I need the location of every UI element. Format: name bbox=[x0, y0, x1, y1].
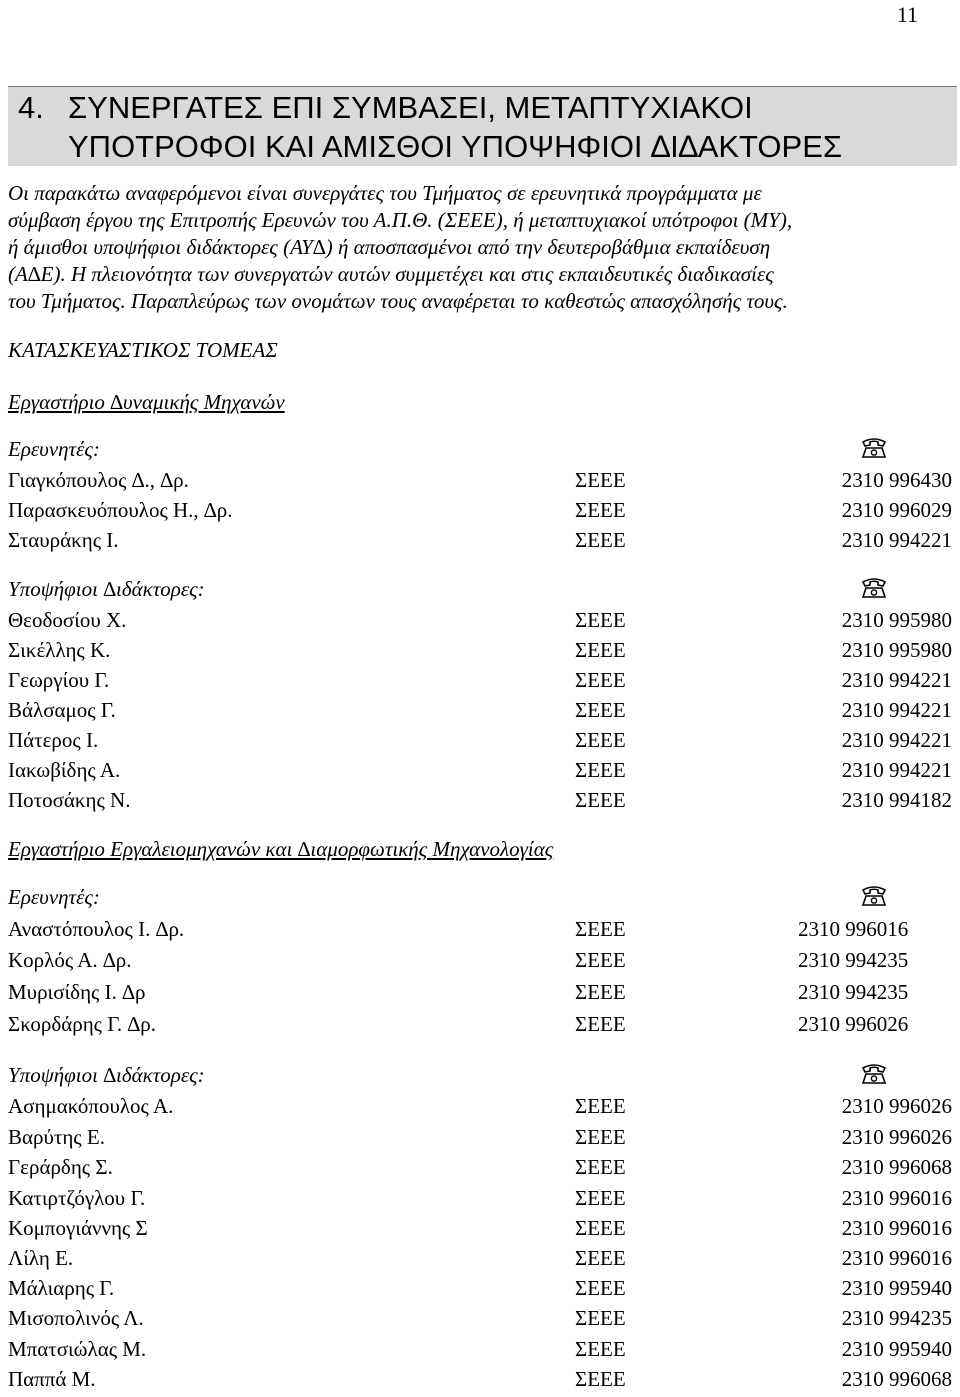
section-heading bbox=[8, 86, 957, 166]
employment-status: ΣΕΕΕ bbox=[575, 980, 626, 1004]
table-row bbox=[8, 498, 952, 528]
person-name: Κορλός Α. ∆ρ. bbox=[8, 948, 132, 972]
table-row bbox=[8, 1337, 952, 1367]
table-row bbox=[8, 468, 952, 498]
phone-number: 2310 996068 bbox=[841, 1155, 952, 1179]
lab-title: Εργαστήριο ∆υναμικής Μηχανών bbox=[8, 390, 285, 414]
phone-number: 2310 996068 bbox=[841, 1367, 952, 1391]
employment-status: ΣΕΕΕ bbox=[575, 698, 626, 722]
person-name: Ασημακόπουλος Α. bbox=[8, 1094, 174, 1118]
phone-number: 2310 994221 bbox=[841, 528, 952, 552]
person-name: Κομπογιάννης Σ bbox=[8, 1216, 148, 1240]
table-row bbox=[8, 788, 952, 818]
employment-status: ΣΕΕΕ bbox=[575, 1186, 626, 1210]
table-row bbox=[8, 917, 952, 947]
phone-number: 2310 994221 bbox=[841, 698, 952, 722]
employment-status: ΣΕΕΕ bbox=[575, 758, 626, 782]
employment-status: ΣΕΕΕ bbox=[575, 528, 626, 552]
employment-status: ΣΕΕΕ bbox=[575, 1306, 626, 1330]
phone-number: 2310 995980 bbox=[841, 608, 952, 632]
phone-number: 2310 996026 bbox=[841, 1125, 952, 1149]
page-number: 11 bbox=[896, 2, 918, 27]
person-name: Παρασκευόπουλος Η., ∆ρ. bbox=[8, 498, 233, 522]
employment-status: ΣΕΕΕ bbox=[575, 1276, 626, 1300]
phone-number: 2310 996016 bbox=[798, 917, 909, 941]
employment-status: ΣΕΕΕ bbox=[575, 1367, 626, 1391]
employment-status: ΣΕΕΕ bbox=[575, 638, 626, 662]
employment-status: ΣΕΕΕ bbox=[575, 788, 626, 812]
phone-number: 2310 996430 bbox=[841, 468, 952, 492]
table-row bbox=[8, 528, 952, 558]
table-row bbox=[8, 1125, 952, 1155]
section-title-line-2: ΥΠΟΤΡΟΦΟΙ ΚΑΙ ΑΜΙΣΘΟΙ ΥΠΟΨΗΦΙΟΙ ∆Ι∆ΑΚΤΟΡΕΣ bbox=[68, 129, 843, 164]
employment-status: ΣΕΕΕ bbox=[575, 608, 626, 632]
employment-status: ΣΕΕΕ bbox=[575, 468, 626, 492]
phone-number: 2310 994235 bbox=[841, 1306, 952, 1330]
person-name: Σταυράκης Ι. bbox=[8, 528, 119, 552]
table-row bbox=[8, 1186, 952, 1216]
phone-number: 2310 996026 bbox=[798, 1012, 909, 1036]
sector-title: ΚΑΤΑΣΚΕΥΑΣΤΙΚΟΣ ΤΟΜΕΑΣ bbox=[8, 338, 278, 362]
phone-number: 2310 994182 bbox=[841, 788, 952, 812]
phone-number: 2310 996029 bbox=[841, 498, 952, 522]
person-name: Σικέλλης Κ. bbox=[8, 638, 111, 662]
table-row bbox=[8, 1246, 952, 1276]
section-number: 4. bbox=[18, 90, 44, 125]
table-row bbox=[8, 638, 952, 668]
candidates-label: Υποψήφιοι ∆ιδάκτορες: bbox=[8, 577, 205, 601]
phone-number: 2310 994235 bbox=[798, 980, 909, 1004]
person-name: Μυρισίδης Ι. ∆ρ bbox=[8, 980, 146, 1004]
employment-status: ΣΕΕΕ bbox=[575, 1216, 626, 1240]
table-row bbox=[8, 698, 952, 728]
table-row bbox=[8, 728, 952, 758]
phone-number: 2310 996016 bbox=[841, 1186, 952, 1210]
table-row bbox=[8, 1012, 952, 1042]
phone-number: 2310 994235 bbox=[798, 948, 909, 972]
person-name: Μισοπολινός Λ. bbox=[8, 1306, 144, 1330]
table-row bbox=[8, 1216, 952, 1246]
telephone-icon bbox=[860, 885, 888, 907]
phone-number: 2310 994221 bbox=[841, 758, 952, 782]
person-name: Ποτοσάκης Ν. bbox=[8, 788, 131, 812]
person-name: Ιακωβίδης Α. bbox=[8, 758, 121, 782]
employment-status: ΣΕΕΕ bbox=[575, 948, 626, 972]
phone-number: 2310 995940 bbox=[841, 1337, 952, 1361]
telephone-icon bbox=[860, 577, 888, 599]
person-name: Παππά Μ. bbox=[8, 1367, 96, 1391]
researchers-label: Ερευνητές: bbox=[8, 437, 100, 461]
table-row bbox=[8, 668, 952, 698]
table-row bbox=[8, 758, 952, 788]
person-name: Λίλη Ε. bbox=[8, 1246, 74, 1270]
phone-number: 2310 994221 bbox=[841, 728, 952, 752]
person-name: Σκορδάρης Γ. ∆ρ. bbox=[8, 1012, 156, 1036]
table-row bbox=[8, 608, 952, 638]
person-name: Γεράρδης Σ. bbox=[8, 1155, 113, 1179]
telephone-icon bbox=[860, 437, 888, 459]
lab-title: Εργαστήριο Εργαλειομηχανών και ∆ιαμορφωτικής Μηχανολογίας bbox=[8, 837, 554, 861]
person-name: Αναστόπουλος Ι. ∆ρ. bbox=[8, 917, 185, 941]
employment-status: ΣΕΕΕ bbox=[575, 1155, 626, 1179]
intro-line: Οι παρακάτω αναφερόμενοι είναι συνεργάτες του Τμήματος σε ερευνητικά προγράμματα με bbox=[8, 181, 762, 205]
employment-status: ΣΕΕΕ bbox=[575, 1094, 626, 1118]
table-row bbox=[8, 948, 952, 978]
telephone-icon bbox=[860, 1063, 888, 1085]
person-name: Πάτερος Ι. bbox=[8, 728, 99, 752]
person-name: Γιαγκόπουλος ∆., ∆ρ. bbox=[8, 468, 189, 492]
intro-line: ή άμισθοι υποψήφιοι διδάκτορες (ΑΥ∆) ή αποσπασμένοι από την δευτεροβάθμια εκπαίδευση bbox=[8, 235, 771, 259]
phone-number: 2310 996016 bbox=[841, 1246, 952, 1270]
phone-number: 2310 996026 bbox=[841, 1094, 952, 1118]
person-name: Βάλσαμος Γ. bbox=[8, 698, 116, 722]
employment-status: ΣΕΕΕ bbox=[575, 668, 626, 692]
table-row bbox=[8, 1306, 952, 1336]
person-name: Βαρύτης Ε. bbox=[8, 1125, 105, 1149]
table-row bbox=[8, 1155, 952, 1185]
employment-status: ΣΕΕΕ bbox=[575, 1012, 626, 1036]
phone-number: 2310 995940 bbox=[841, 1276, 952, 1300]
candidates-label: Υποψήφιοι ∆ιδάκτορες: bbox=[8, 1063, 205, 1087]
researchers-label: Ερευνητές: bbox=[8, 885, 100, 909]
phone-number: 2310 996016 bbox=[841, 1216, 952, 1240]
employment-status: ΣΕΕΕ bbox=[575, 498, 626, 522]
employment-status: ΣΕΕΕ bbox=[575, 917, 626, 941]
employment-status: ΣΕΕΕ bbox=[575, 728, 626, 752]
phone-number: 2310 995980 bbox=[841, 638, 952, 662]
intro-line: σύμβαση έργου της Επιτροπής Ερευνών του Α.Π.Θ. (ΣΕΕΕ), ή μεταπτυχιακοί υπότροφοι (ΜΥ), bbox=[8, 208, 793, 232]
person-name: Μάλιαρης Γ. bbox=[8, 1276, 115, 1300]
phone-number: 2310 994221 bbox=[841, 668, 952, 692]
employment-status: ΣΕΕΕ bbox=[575, 1337, 626, 1361]
intro-line: (Α∆Ε). Η πλειονότητα των συνεργατών αυτών συμμετέχει και στις εκπαιδευτικές διαδικασίες bbox=[8, 262, 774, 286]
employment-status: ΣΕΕΕ bbox=[575, 1125, 626, 1149]
table-row bbox=[8, 980, 952, 1010]
employment-status: ΣΕΕΕ bbox=[575, 1246, 626, 1270]
section-title-line-1: ΣΥΝΕΡΓΑΤΕΣ ΕΠΙ ΣΥΜΒΑΣΕΙ, ΜΕΤΑΠΤΥΧΙΑΚΟΙ bbox=[68, 90, 753, 125]
intro-line: του Τμήματος. Παραπλεύρως των ονομάτων τους αναφέρεται το καθεστώς απασχόλησής τους. bbox=[8, 289, 788, 313]
person-name: Κατιρτζόγλου Γ. bbox=[8, 1186, 146, 1210]
person-name: Θεοδοσίου Χ. bbox=[8, 608, 127, 632]
table-row bbox=[8, 1094, 952, 1124]
table-row bbox=[8, 1276, 952, 1306]
person-name: Γεωργίου Γ. bbox=[8, 668, 110, 692]
person-name: Μπατσιώλας Μ. bbox=[8, 1337, 147, 1361]
